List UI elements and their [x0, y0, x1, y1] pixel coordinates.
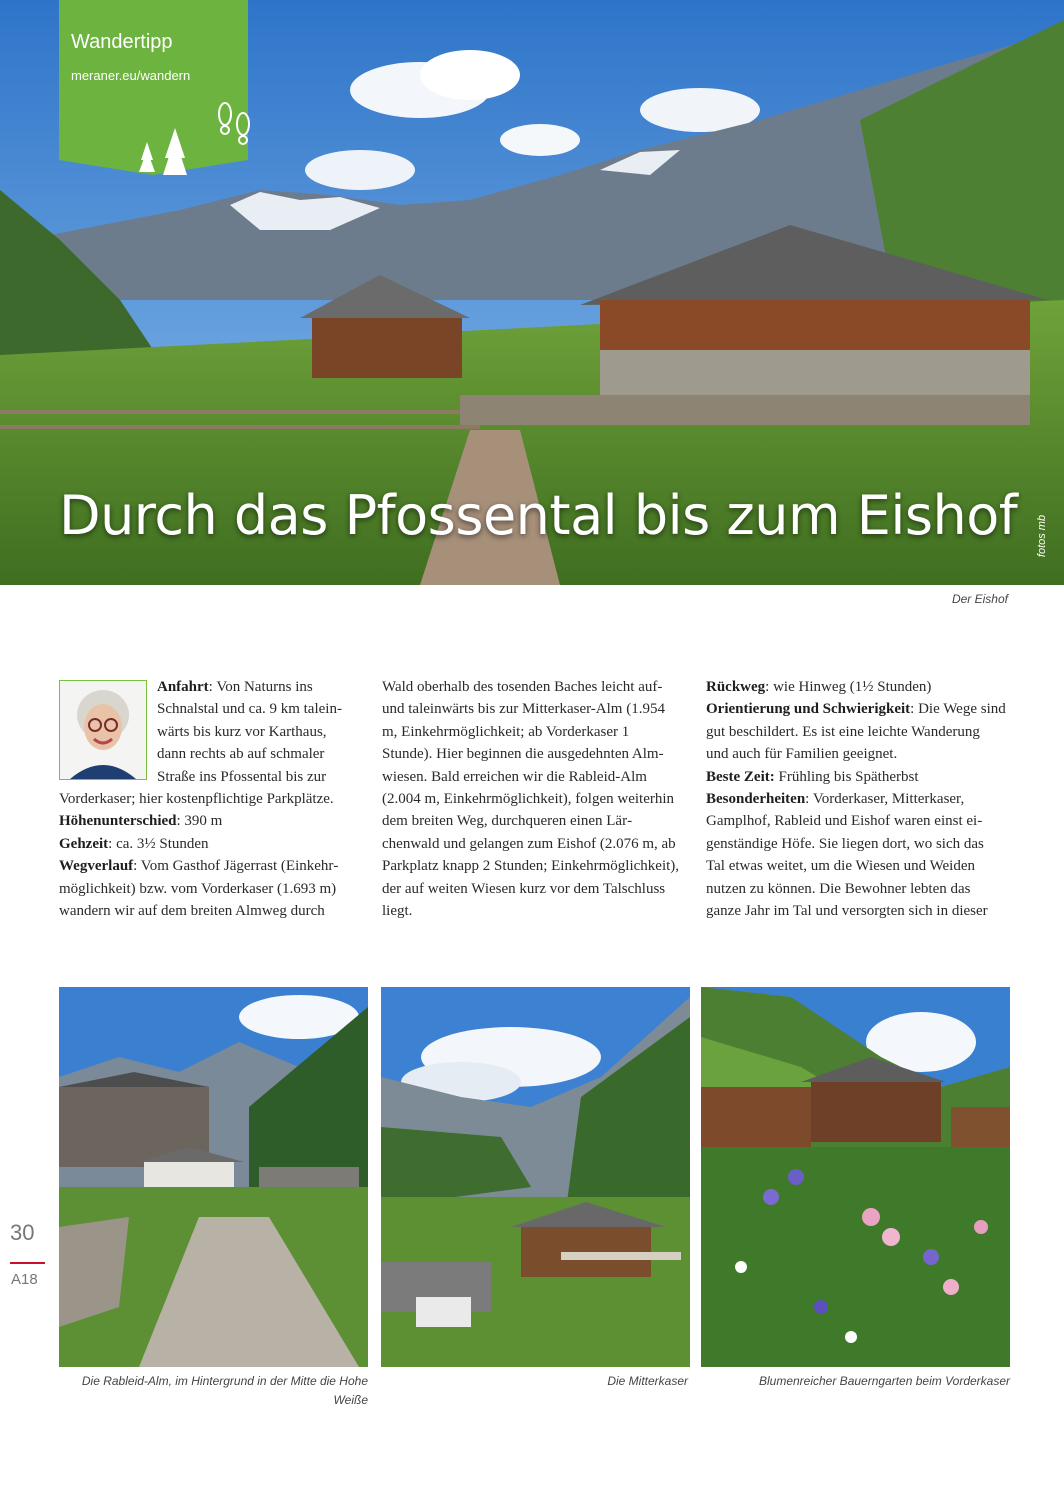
wandertipp-badge	[59, 0, 248, 175]
photo-credit-text: fotos mb	[1036, 514, 1048, 558]
photo-rableid-alm	[59, 987, 368, 1367]
badge-title: Wandertipp	[71, 31, 173, 53]
text-column-2	[382, 676, 682, 922]
caption-rableid-alm: Die Rableid-Alm, im Hintergrund in der Mitte die Hohe Weiße	[81, 1374, 368, 1407]
footprints-icon	[213, 96, 257, 156]
mitterkaser-illustration	[381, 987, 690, 1367]
caption-bauerngarten: Blumenreicher Bauerngarten beim Vorderkaser	[758, 1374, 1010, 1388]
paragraph-anfahrt: Anfahrt: Von Naturns ins Schnalstal und ca. 9 km taleinwärts bis kurz vor Karthaus, dann rechts ab auf schmaler Straße ins Pfossental bis zur Vorderkaser; hier kostenpflichtige Parkplätze.	[59, 679, 342, 808]
paragraph-beste-zeit: Beste Zeit: Frühling bis Spätherbst	[706, 768, 919, 785]
text-column-1	[59, 676, 359, 922]
page-number: 30	[10, 1220, 35, 1245]
paragraph-orientierung: Orientierung und Schwierigkeit: Die Wege sind gut beschildert. Es ist eine leichte Wanderung und auch für Familien geeignet.	[706, 701, 1006, 763]
caption-mitterkaser: Die Mitterkaser	[607, 1374, 688, 1388]
paragraph-hoehe: Höhenunterschied: 390 m	[59, 813, 223, 830]
paragraph-gehzeit: Gehzeit: ca. 3½ Stunden	[59, 835, 209, 852]
author-avatar	[60, 681, 146, 779]
paragraph-besonderheiten: Besonderheiten: Vorderkaser, Mitterkaser, Gamplhof, Rableid und Eishof waren einst eigenständige Höfe. Sie liegen dort, wo sich das Tal etwas weitet, um die Wiesen und Weiden nutzen zu können. Die Bewohner lebten das ganze Jahr im Tal und versorgten sich in dieser	[706, 791, 988, 920]
article-headline: Durch das Pfossental bis zum Eishof	[59, 484, 1018, 547]
page-number-rule	[10, 1262, 45, 1264]
text-column-3	[706, 676, 1006, 922]
photo-mitterkaser	[381, 987, 690, 1367]
paragraph-route-continued: Wald oberhalb des tosenden Baches leicht auf- und taleinwärts bis zur Mitterkaser-Alm (1.954 m, Einkehrmöglichkeit; ab Vorderkaser 1 Stunde). Hier beginnen die ausgedehnten Almwiesen. Bald erreichen wir die Rableid-Alm (2.004 m, Einkehrmöglichkeit), folgen weiterhin dem breiten Weg, durchqueren einen Lärchenwald und gelangen zum Eishof (2.076 m, ab Parkplatz knapp 2 Stunden; Einkehrmöglichkeit), der auf weiten Wiesen kurz vor dem Talschluss liegt.	[382, 679, 680, 920]
author-portrait	[59, 680, 147, 780]
paragraph-wegverlauf: Wegverlauf: Vom Gasthof Jägerrast (Einkehrmöglichkeit) bzw. vom Vorderkaser (1.693 m) wandern wir auf dem breiten Almweg durch	[59, 858, 339, 920]
badge-url: meraner.eu/wandern	[71, 68, 191, 83]
page-sub-number: A18	[11, 1271, 38, 1288]
photo-credit	[1022, 496, 1062, 576]
paragraph-rueckweg: Rückweg: wie Hinweg (1½ Stunden)	[706, 679, 932, 695]
hero-caption: Der Eishof	[951, 592, 1008, 606]
photo-bauerngarten	[701, 987, 1010, 1367]
rableid-alm-illustration	[59, 987, 368, 1367]
bauerngarten-illustration	[701, 987, 1010, 1367]
